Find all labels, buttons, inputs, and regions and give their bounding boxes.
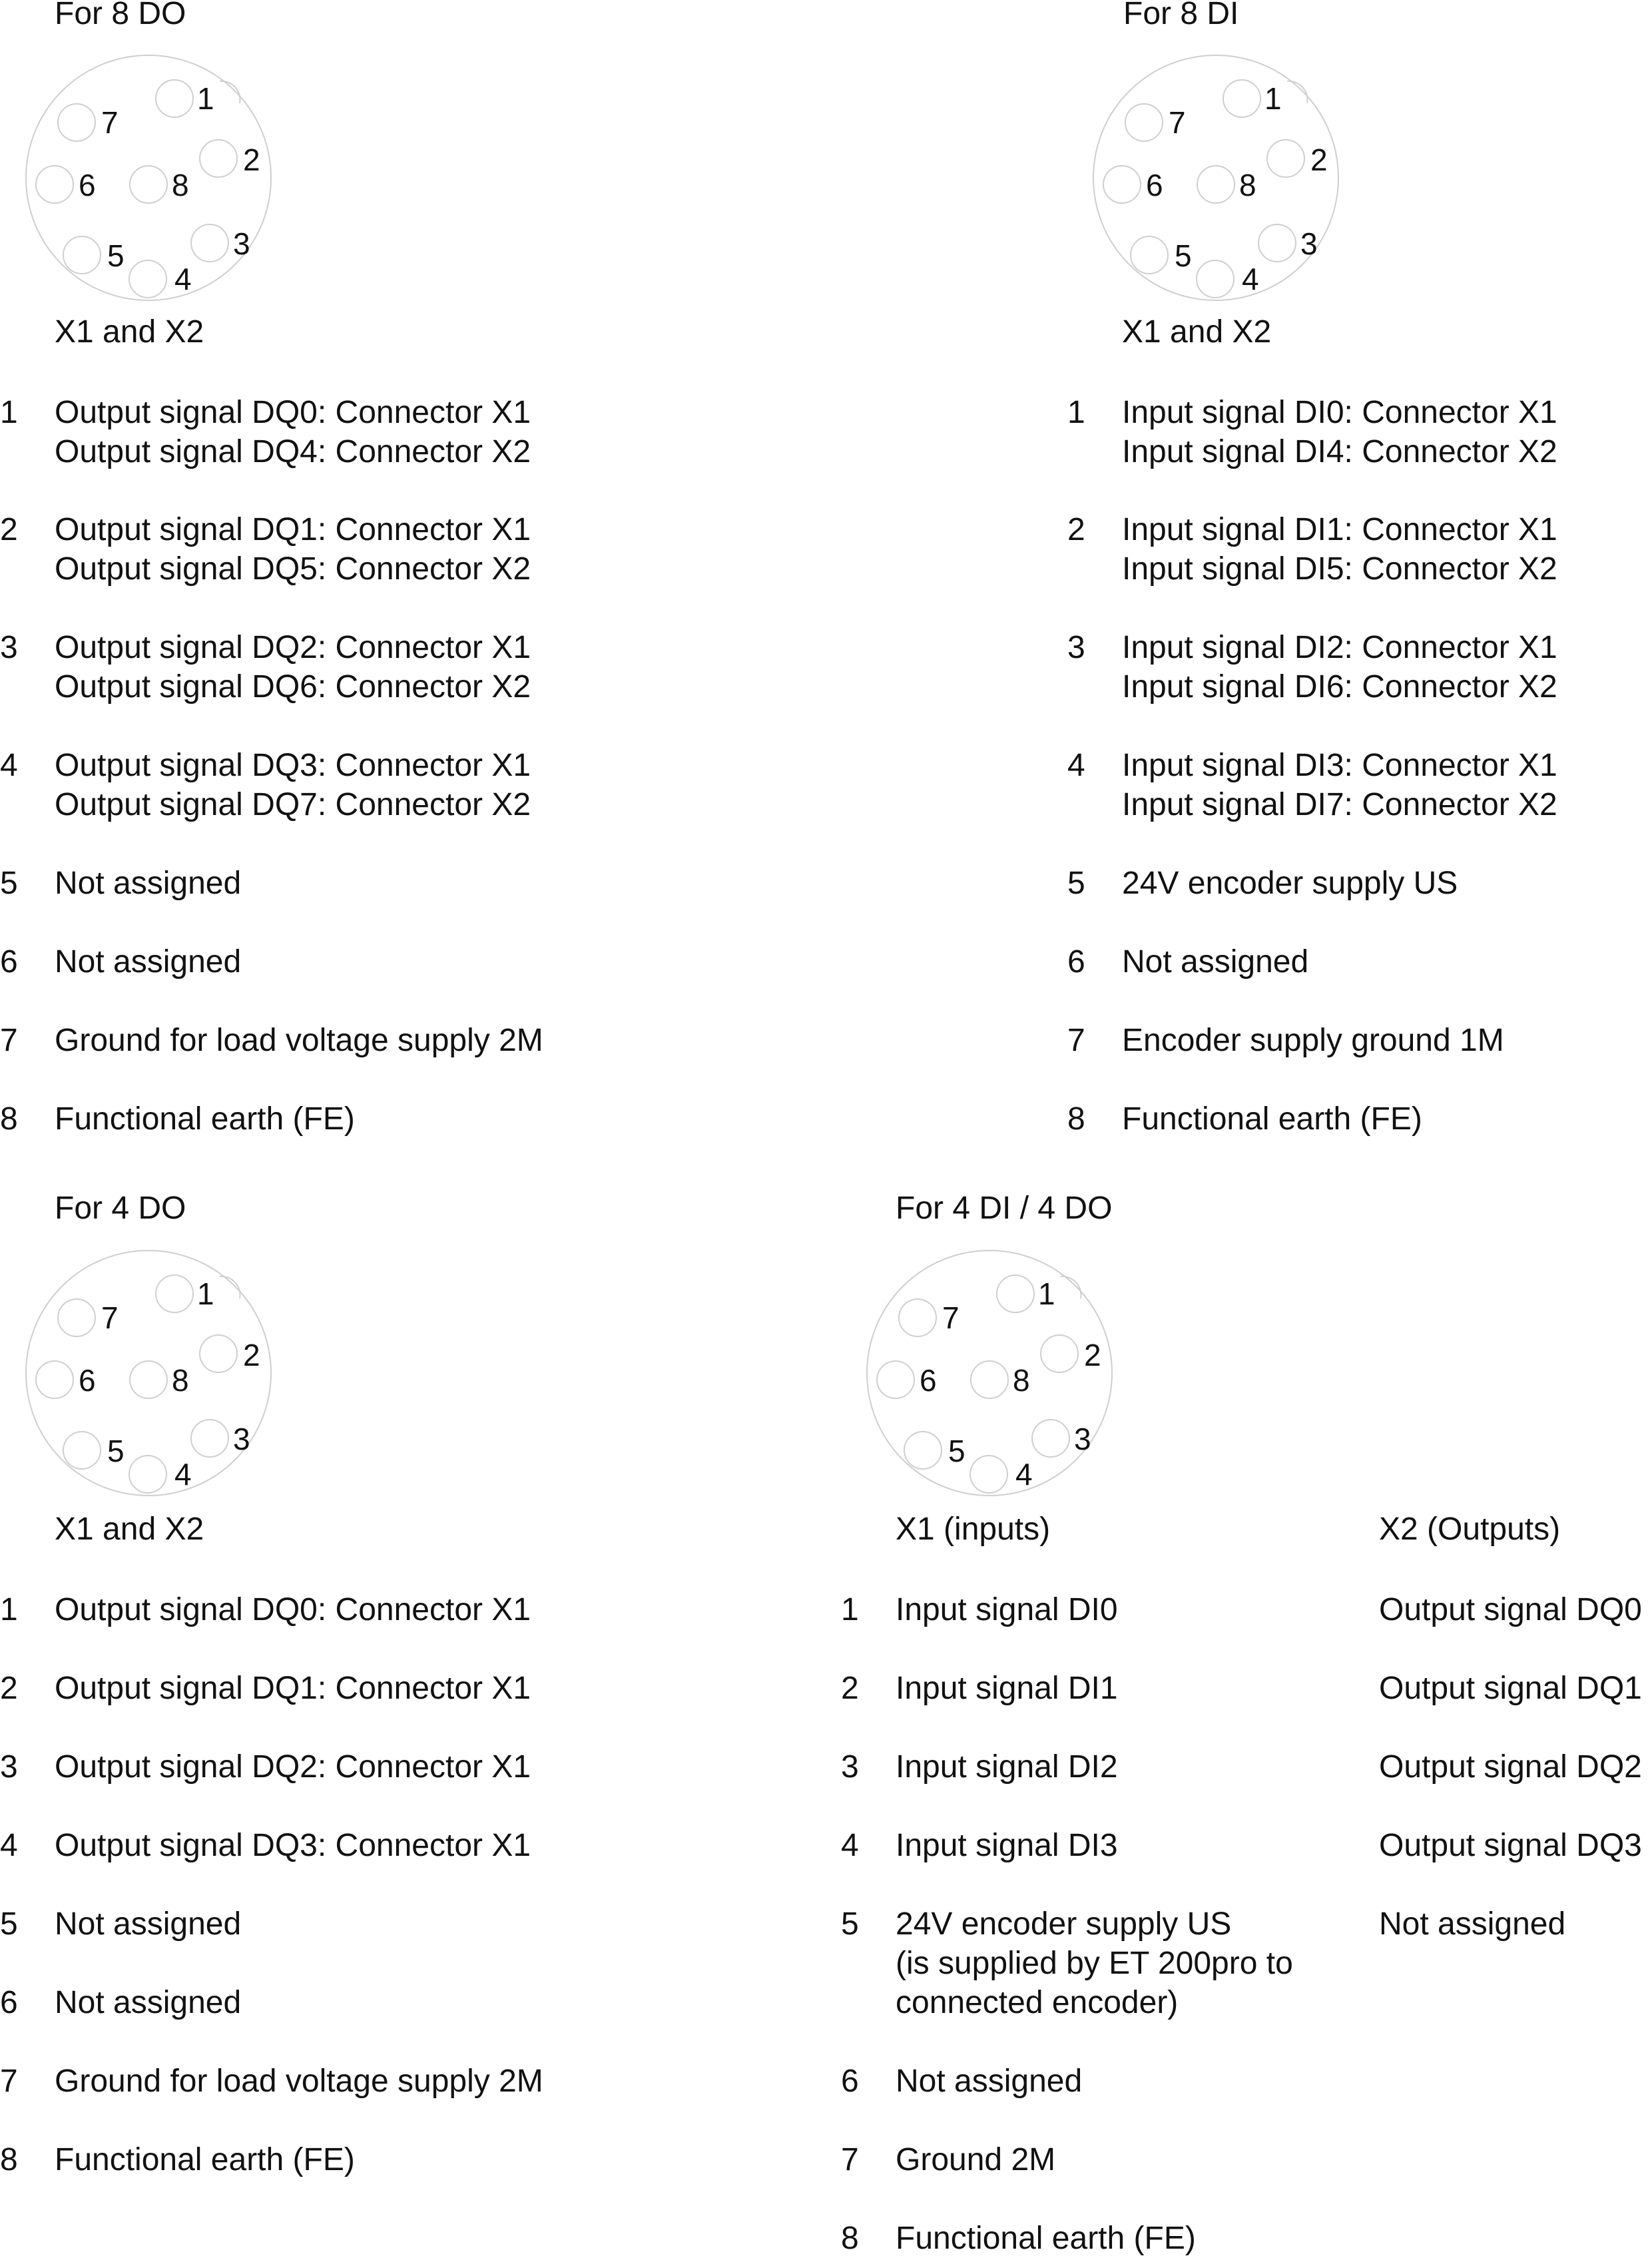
pin-desc-line-2: Output signal DQ6: Connector X2	[55, 669, 531, 705]
pin-desc-line-1: Output signal DQ0: Connector X1	[55, 395, 531, 430]
pin-label-1: 1	[197, 1276, 214, 1311]
pin-number: 3	[0, 630, 18, 665]
pin-hole-5	[63, 236, 101, 274]
connector-diagram-8do	[0, 53, 280, 306]
pin-label-8: 8	[1013, 1363, 1030, 1398]
section-title-4di4do: For 4 DI / 4 DO	[896, 1191, 1113, 1226]
pin-number: 4	[0, 748, 18, 783]
pin-label-3: 3	[1074, 1422, 1091, 1456]
pin-label-1: 1	[197, 81, 214, 116]
pin-desc-line-1: Functional earth (FE)	[55, 2142, 355, 2177]
connector-label-4do: X1 and X2	[55, 1512, 204, 1547]
pin-label-4: 4	[174, 1457, 192, 1492]
connector-diagram-4di4do	[841, 1249, 1121, 1502]
pin-desc-line-1: Functional earth (FE)	[55, 1101, 355, 1137]
pin-hole-3	[1032, 1420, 1069, 1457]
pin-desc-x2: Output signal DQ1	[1379, 1671, 1642, 1706]
pin-number: 6	[0, 1985, 18, 2020]
pin-number: 2	[841, 1671, 859, 1706]
pin-label-5: 5	[1175, 238, 1192, 273]
pin-number: 5	[841, 1906, 859, 1942]
pin-label-7: 7	[942, 1300, 960, 1335]
pin-hole-4	[129, 1456, 166, 1493]
pin-hole-4	[129, 260, 166, 298]
pin-desc-line-1: Output signal DQ2: Connector X1	[55, 1749, 531, 1785]
pin-number: 7	[0, 1023, 18, 1058]
pin-label-7: 7	[1169, 105, 1186, 140]
pin-label-4: 4	[174, 262, 192, 296]
pin-number: 4	[1067, 748, 1085, 783]
pin-desc-x2: Not assigned	[1379, 1906, 1566, 1942]
pin-label-8: 8	[172, 168, 189, 202]
pin-hole-2	[200, 1335, 237, 1372]
pin-desc-line-2: Output signal DQ5: Connector X2	[55, 551, 531, 587]
pin-label-5: 5	[107, 1434, 125, 1468]
pin-number: 6	[0, 944, 18, 980]
connector-label-8do: X1 and X2	[55, 314, 204, 350]
pin-desc-line-2: Input signal DI7: Connector X2	[1122, 787, 1557, 822]
pin-label-3: 3	[233, 1422, 250, 1456]
pin-hole-5	[904, 1432, 942, 1469]
pin-label-7: 7	[101, 1300, 119, 1335]
connector-diagram-8di	[1067, 53, 1347, 306]
pin-label-2: 2	[243, 142, 260, 177]
section-title-8do: For 8 DO	[55, 0, 186, 31]
pin-label-8: 8	[172, 1363, 189, 1398]
pin-number: 2	[0, 1671, 18, 1706]
pin-number: 3	[841, 1749, 859, 1785]
pin-desc-line-1: Encoder supply ground 1M	[1122, 1023, 1504, 1058]
pin-desc-line-3: connected encoder)	[896, 1985, 1179, 2020]
pin-desc-line-1: Output signal DQ1: Connector X1	[55, 512, 531, 547]
pin-number: 8	[0, 2142, 18, 2177]
pin-desc-line-1: Functional earth (FE)	[1122, 1101, 1422, 1137]
pin-hole-4	[1197, 260, 1234, 298]
pin-label-3: 3	[233, 226, 250, 261]
pin-label-3: 3	[1300, 226, 1318, 261]
pin-desc-line-1: Ground for load voltage supply 2M	[55, 2064, 543, 2099]
pin-label-7: 7	[101, 105, 119, 140]
pin-hole-4	[970, 1456, 1007, 1493]
pin-label-2: 2	[243, 1338, 260, 1372]
pin-desc-line-1: Input signal DI0: Connector X1	[1122, 395, 1557, 430]
pin-desc-x2: Output signal DQ0	[1379, 1592, 1642, 1627]
pin-number: 5	[0, 1906, 18, 1942]
pin-desc-line-1: Not assigned	[1122, 944, 1309, 980]
pin-hole-5	[1131, 236, 1168, 274]
pin-hole-6	[1103, 166, 1141, 203]
pin-desc-line-2: (is supplied by ET 200pro to	[896, 1946, 1293, 1981]
pin-label-1: 1	[1264, 81, 1282, 116]
pin-desc-line-1: Input signal DI1: Connector X1	[1122, 512, 1557, 547]
pin-number: 2	[1067, 512, 1085, 547]
pin-number: 1	[0, 1592, 18, 1627]
pin-number: 1	[1067, 395, 1085, 430]
pin-label-2: 2	[1310, 142, 1328, 177]
pin-desc-line-1: Not assigned	[55, 866, 242, 901]
pin-desc-line-1: Input signal DI2: Connector X1	[1122, 630, 1557, 665]
pin-desc-line-1: Not assigned	[55, 944, 242, 980]
pin-desc-x1: Ground 2M	[896, 2142, 1056, 2177]
pin-hole-8	[971, 1361, 1008, 1398]
pin-desc-line-1: Output signal DQ3: Connector X1	[55, 1828, 531, 1863]
pin-label-5: 5	[948, 1434, 965, 1468]
pin-desc-line-1: Ground for load voltage supply 2M	[55, 1023, 543, 1058]
pin-desc-line-1: Output signal DQ3: Connector X1	[55, 748, 531, 783]
pin-number: 8	[1067, 1101, 1085, 1137]
pin-hole-7	[58, 104, 95, 141]
pin-label-1: 1	[1038, 1276, 1055, 1311]
pin-desc-line-1: 24V encoder supply US	[1122, 866, 1458, 901]
pin-number: 3	[0, 1749, 18, 1785]
pin-desc-x1: Input signal DI0	[896, 1592, 1118, 1627]
pin-label-2: 2	[1084, 1338, 1101, 1372]
pin-desc-x1: Input signal DI3	[896, 1828, 1118, 1863]
pin-hole-2	[1041, 1335, 1078, 1372]
pin-label-6: 6	[79, 168, 96, 202]
pin-label-6: 6	[79, 1363, 96, 1398]
pin-number: 2	[0, 512, 18, 547]
pin-hole-1	[156, 1275, 193, 1312]
pin-number: 4	[0, 1828, 18, 1863]
pin-desc-line-1: Output signal DQ1: Connector X1	[55, 1671, 531, 1706]
pin-label-4: 4	[1015, 1457, 1033, 1492]
pin-desc-x1: Input signal DI1	[896, 1671, 1118, 1706]
pin-hole-2	[200, 140, 237, 177]
pin-number: 6	[841, 2064, 859, 2099]
pin-hole-8	[130, 1361, 167, 1398]
pin-desc-line-2: Input signal DI4: Connector X2	[1122, 434, 1557, 469]
pin-desc-line-2: Output signal DQ7: Connector X2	[55, 787, 531, 822]
pin-hole-6	[36, 166, 73, 203]
pin-hole-1	[1223, 80, 1260, 117]
pin-number: 7	[0, 2064, 18, 2099]
pin-hole-7	[1125, 104, 1163, 141]
pin-number: 8	[0, 1101, 18, 1137]
pin-hole-7	[899, 1299, 936, 1336]
connector-label-x1-inputs: X1 (inputs)	[896, 1512, 1051, 1547]
pin-desc-line-1: Input signal DI3: Connector X1	[1122, 748, 1557, 783]
pin-desc-x2: Output signal DQ2	[1379, 1749, 1642, 1785]
pin-number: 5	[1067, 866, 1085, 901]
connector-label-8di: X1 and X2	[1122, 314, 1272, 350]
pin-desc-line-2: Output signal DQ4: Connector X2	[55, 434, 531, 469]
pin-hole-2	[1267, 140, 1304, 177]
pin-desc-line-1: 24V encoder supply US	[896, 1906, 1232, 1942]
connector-label-x2-outputs: X2 (Outputs)	[1379, 1512, 1561, 1547]
pin-hole-3	[1258, 224, 1296, 262]
pin-hole-3	[191, 224, 228, 262]
pin-hole-5	[63, 1432, 101, 1469]
pin-desc-line-2: Input signal DI5: Connector X2	[1122, 551, 1557, 587]
pin-hole-7	[58, 1299, 95, 1336]
pin-number: 1	[0, 395, 18, 430]
pin-desc-x1: Functional earth (FE)	[896, 2221, 1196, 2256]
pin-desc-line-2: Input signal DI6: Connector X2	[1122, 669, 1557, 705]
pin-hole-6	[877, 1361, 914, 1398]
pin-hole-3	[191, 1420, 228, 1457]
pin-desc-line-1: Not assigned	[55, 1906, 242, 1942]
pin-number: 5	[0, 866, 18, 901]
pin-desc-line-1: Not assigned	[55, 1985, 242, 2020]
section-title-4do: For 4 DO	[55, 1191, 186, 1226]
pin-desc-x2: Output signal DQ3	[1379, 1828, 1642, 1863]
pin-label-5: 5	[107, 238, 125, 273]
connector-diagram-4do	[0, 1249, 280, 1502]
pin-number: 6	[1067, 944, 1085, 980]
pin-label-4: 4	[1242, 262, 1259, 296]
pin-desc-x1: Input signal DI2	[896, 1749, 1118, 1785]
pin-number: 7	[841, 2142, 859, 2177]
pin-number: 7	[1067, 1023, 1085, 1058]
pin-hole-1	[997, 1275, 1034, 1312]
pin-desc-line-1: Output signal DQ2: Connector X1	[55, 630, 531, 665]
pin-hole-8	[130, 166, 167, 203]
pin-hole-1	[156, 80, 193, 117]
pin-number: 3	[1067, 630, 1085, 665]
pin-number: 8	[841, 2221, 859, 2256]
pin-hole-6	[36, 1361, 73, 1398]
pin-desc-line-1: Output signal DQ0: Connector X1	[55, 1592, 531, 1627]
pin-hole-8	[1197, 166, 1235, 203]
pin-label-6: 6	[920, 1363, 937, 1398]
pin-desc-x1: Not assigned	[896, 2064, 1083, 2099]
pin-number: 4	[841, 1828, 859, 1863]
pin-label-6: 6	[1146, 168, 1163, 202]
section-title-8di: For 8 DI	[1123, 0, 1239, 31]
pin-number: 1	[841, 1592, 859, 1627]
pin-label-8: 8	[1239, 168, 1256, 202]
